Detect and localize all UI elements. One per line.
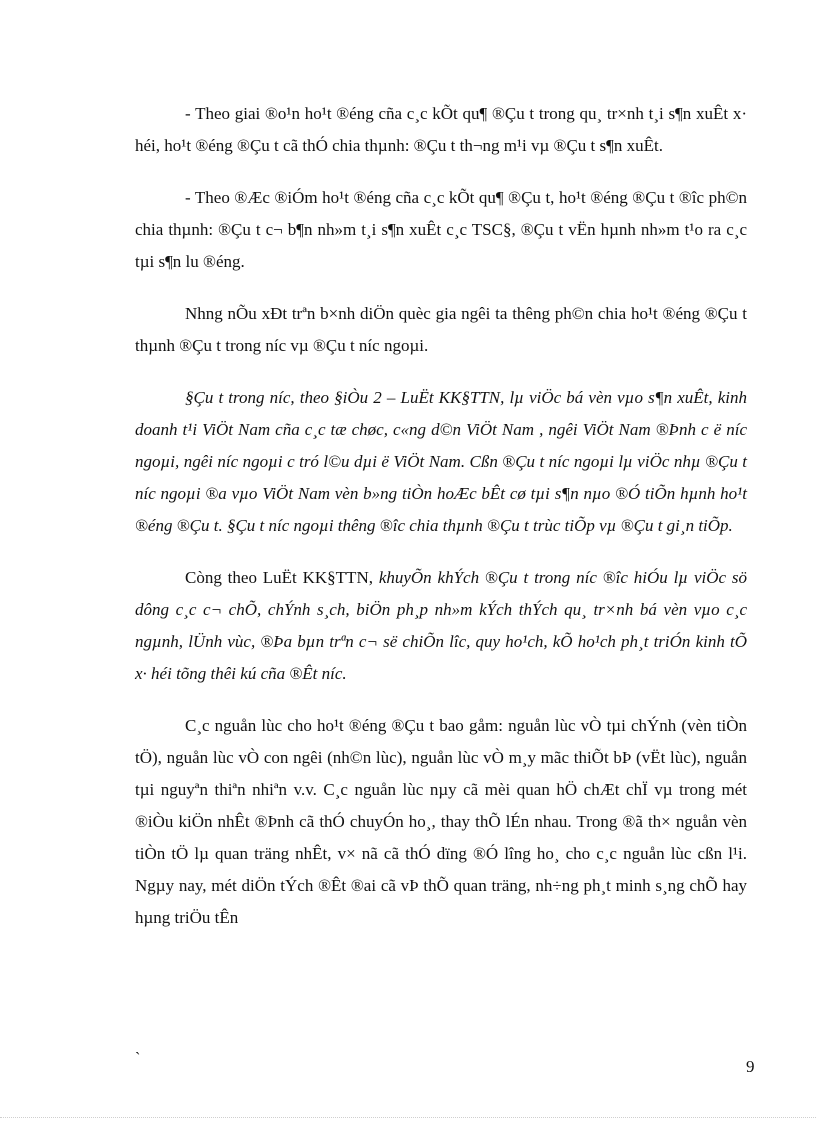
paragraph-3: Nhng nÕu xÐt trªn b×nh diÖn quèc gia ngêi ta thêng ph©n chia ho¹t ®éng ®Çu t thµnh ®Çu t trong níc vµ ®Çu t níc ngoµi. [135,304,747,355]
paragraph-5-emphasis: khuyÕn khÝch ®Çu t trong níc ®îc hiÓu lµ viÖc sö dông c¸c c¬ chÕ, chÝnh s¸ch, biÖn ph¸p nh»m kÝch thÝch qu¸ tr×nh bá vèn vµo c¸c ngµnh, lÜnh vùc, ®Þa bµn trªn c¬ së chiÕn lîc, quy ho¹ch, kÕ ho¹ch ph¸t triÓn kinh tÕ x· héi tõng thêi kú cña ®Êt níc. [135,568,747,683]
paragraph-1: - Theo giai ®o¹n ho¹t ®éng cña c¸c kÕt qu¶ ®Çu t trong qu¸ tr×nh t¸i s¶n xuÊt x· héi, ho¹t ®éng ®Çu t cã thÓ chia thµnh: ®Çu t th¬ng m¹i vµ ®Çu t s¶n xuÊt. [135,104,747,155]
paragraph-2: - Theo ®Æc ®iÓm ho¹t ®éng cña c¸c kÕt qu¶ ®Çu t, ho¹t ®éng ®Çu t ®îc ph©n chia thµnh: ®Çu t c¬ b¶n nh»m t¸i s¶n xuÊt c¸c TSC§, ®Çu t vËn hµnh nh»m t¹o ra c¸c tµi s¶n lu ®éng. [135,188,747,271]
page-number: 9 [746,1057,755,1076]
paragraph-4: §Çu t trong níc, theo §iÒu 2 – LuËt KK§TTN, lµ viÖc bá vèn vµo s¶n xuÊt, kinh doanh t¹i ViÖt Nam cña c¸c tæ chøc, c«ng d©n ViÖt Nam , ngêi ViÖt Nam ®Þnh c ë níc ngoµi, ngêi níc ngoµi c tró l©u dµi ë ViÖt Nam. Cßn ®Çu t níc ngoµi lµ viÖc nhµ ®Çu t níc ngoµi ®a vµo ViÖt Nam vèn b»ng tiÒn hoÆc bÊt cø tµi s¶n nµo ®Ó tiÕn hµnh ho¹t ®éng ®Çu t. §Çu t níc ngoµi thêng ®îc chia thµnh ®Çu t trùc tiÕp vµ ®Çu t gi¸n tiÕp. [135,388,747,535]
paragraph-5 [135,562,747,690]
paragraph-5-lead: Còng theo LuËt KK§TTN, [185,568,379,587]
footer-mark: ` [135,1050,141,1067]
paragraph-6: C¸c nguån lùc cho ho¹t ®éng ®Çu t bao gåm: nguån lùc vÒ tµi chÝnh (vèn tiÒn tÖ), nguån lùc vÒ con ngêi (nh©n lùc), nguån lùc vÒ m¸y mãc thiÕt bÞ (vËt lùc), nguån tµi nguyªn thiªn nhiªn v.v. C¸c nguån lùc nµy cã mèi quan hÖ chÆt chÏ vµ trong mét ®iÒu kiÖn nhÊt ®Þnh cã thÓ chuyÓn ho¸, thay thÕ lÉn nhau. Trong ®ã th× nguån vèn tiÒn tÖ lµ quan träng nhÊt, v× nã cã thÓ dïng ®Ó lîng ho¸ cho c¸c nguån lùc cßn l¹i. Ngµy nay, mét diÖn tÝch ®Êt ®ai cã vÞ thÕ quan träng, nh÷ng ph¸t minh s¸ng chÕ hay hµng triÖu tÊn [135,716,747,927]
page-bottom-divider [0,1117,816,1118]
body-text [135,98,747,954]
